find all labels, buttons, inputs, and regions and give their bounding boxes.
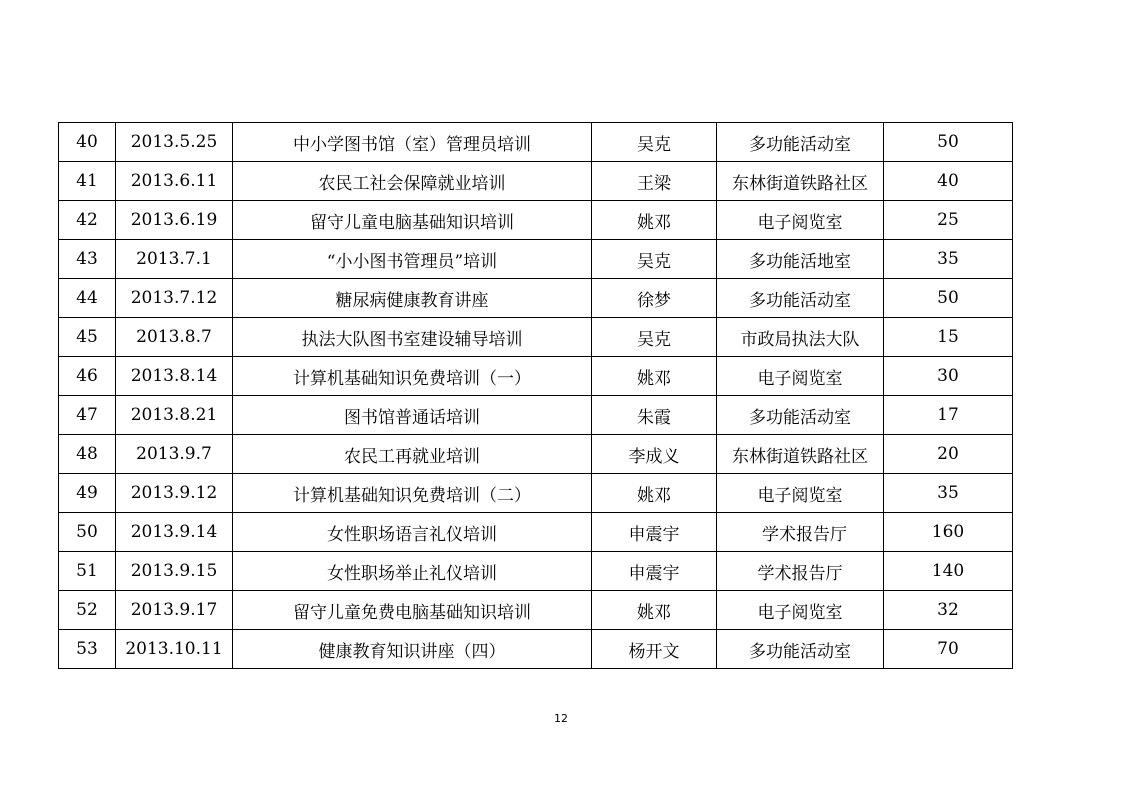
training-title-cell: 留守儿童免费电脑基础知识培训 — [233, 591, 592, 630]
row-number-cell: 53 — [59, 630, 116, 669]
date-cell: 2013.8.21 — [116, 396, 233, 435]
row-number-cell: 47 — [59, 396, 116, 435]
lecturer-cell: 姚邓 — [592, 474, 717, 513]
training-title-cell: 计算机基础知识免费培训（一） — [233, 357, 592, 396]
date-cell: 2013.5.25 — [116, 123, 233, 162]
venue-cell: 学术报告厅 — [717, 513, 884, 552]
venue-cell: 东林街道铁路社区 — [717, 162, 884, 201]
attendance-cell: 70 — [884, 630, 1013, 669]
venue-cell: 电子阅览室 — [717, 201, 884, 240]
lecturer-cell: 姚邓 — [592, 201, 717, 240]
attendance-cell: 15 — [884, 318, 1013, 357]
training-title-cell: 农民工社会保障就业培训 — [233, 162, 592, 201]
attendance-cell: 32 — [884, 591, 1013, 630]
attendance-cell: 30 — [884, 357, 1013, 396]
lecturer-cell: 李成义 — [592, 435, 717, 474]
table-row — [59, 201, 1013, 240]
table-row — [59, 162, 1013, 201]
date-cell: 2013.8.7 — [116, 318, 233, 357]
attendance-cell: 140 — [884, 552, 1013, 591]
training-title-cell: 健康教育知识讲座（四） — [233, 630, 592, 669]
attendance-cell: 40 — [884, 162, 1013, 201]
row-number-cell: 49 — [59, 474, 116, 513]
training-title-cell: 图书馆普通话培训 — [233, 396, 592, 435]
date-cell: 2013.10.11 — [116, 630, 233, 669]
table-row — [59, 630, 1013, 669]
training-title-cell: 农民工再就业培训 — [233, 435, 592, 474]
date-cell: 2013.9.17 — [116, 591, 233, 630]
date-cell: 2013.6.19 — [116, 201, 233, 240]
lecturer-cell: 王梁 — [592, 162, 717, 201]
venue-cell: 电子阅览室 — [717, 474, 884, 513]
venue-cell: 电子阅览室 — [717, 357, 884, 396]
training-title-cell: 糖尿病健康教育讲座 — [233, 279, 592, 318]
lecturer-cell: 徐梦 — [592, 279, 717, 318]
attendance-cell: 160 — [884, 513, 1013, 552]
table-row — [59, 123, 1013, 162]
row-number-cell: 41 — [59, 162, 116, 201]
venue-cell: 多功能活动室 — [717, 630, 884, 669]
row-number-cell: 50 — [59, 513, 116, 552]
training-table-body — [59, 123, 1013, 669]
venue-cell: 多功能活动室 — [717, 396, 884, 435]
table-row — [59, 474, 1013, 513]
row-number-cell: 42 — [59, 201, 116, 240]
row-number-cell: 46 — [59, 357, 116, 396]
table-row — [59, 318, 1013, 357]
venue-cell: 学术报告厅 — [717, 552, 884, 591]
training-title-cell: 计算机基础知识免费培训（二） — [233, 474, 592, 513]
page-number: 12 — [554, 712, 568, 725]
lecturer-cell: 姚邓 — [592, 591, 717, 630]
venue-cell: 多功能活地室 — [717, 240, 884, 279]
date-cell: 2013.7.12 — [116, 279, 233, 318]
lecturer-cell: 申震宇 — [592, 552, 717, 591]
lecturer-cell: 吴克 — [592, 123, 717, 162]
lecturer-cell: 杨开文 — [592, 630, 717, 669]
lecturer-cell: 朱霞 — [592, 396, 717, 435]
venue-cell: 多功能活动室 — [717, 123, 884, 162]
table-row — [59, 279, 1013, 318]
training-title-cell: 执法大队图书室建设辅导培训 — [233, 318, 592, 357]
table-row — [59, 240, 1013, 279]
attendance-cell: 17 — [884, 396, 1013, 435]
table-row — [59, 435, 1013, 474]
attendance-cell: 50 — [884, 279, 1013, 318]
attendance-cell: 20 — [884, 435, 1013, 474]
row-number-cell: 52 — [59, 591, 116, 630]
lecturer-cell: 吴克 — [592, 318, 717, 357]
date-cell: 2013.9.7 — [116, 435, 233, 474]
training-table — [58, 122, 1013, 669]
venue-cell: 市政局执法大队 — [717, 318, 884, 357]
lecturer-cell: 姚邓 — [592, 357, 717, 396]
table-row — [59, 513, 1013, 552]
venue-cell: 东林街道铁路社区 — [717, 435, 884, 474]
attendance-cell: 50 — [884, 123, 1013, 162]
training-title-cell: 留守儿童电脑基础知识培训 — [233, 201, 592, 240]
row-number-cell: 40 — [59, 123, 116, 162]
row-number-cell: 48 — [59, 435, 116, 474]
training-title-cell: 女性职场语言礼仪培训 — [233, 513, 592, 552]
venue-cell: 多功能活动室 — [717, 279, 884, 318]
date-cell: 2013.7.1 — [116, 240, 233, 279]
table-row — [59, 552, 1013, 591]
table-row — [59, 591, 1013, 630]
date-cell: 2013.9.14 — [116, 513, 233, 552]
date-cell: 2013.9.15 — [116, 552, 233, 591]
date-cell: 2013.9.12 — [116, 474, 233, 513]
attendance-cell: 35 — [884, 474, 1013, 513]
training-title-cell: 女性职场举止礼仪培训 — [233, 552, 592, 591]
date-cell: 2013.6.11 — [116, 162, 233, 201]
row-number-cell: 43 — [59, 240, 116, 279]
lecturer-cell: 申震宇 — [592, 513, 717, 552]
attendance-cell: 25 — [884, 201, 1013, 240]
venue-cell: 电子阅览室 — [717, 591, 884, 630]
table-row — [59, 357, 1013, 396]
row-number-cell: 44 — [59, 279, 116, 318]
row-number-cell: 45 — [59, 318, 116, 357]
table-row — [59, 396, 1013, 435]
training-title-cell: 中小学图书馆（室）管理员培训 — [233, 123, 592, 162]
training-title-cell: “小小图书管理员”培训 — [233, 240, 592, 279]
row-number-cell: 51 — [59, 552, 116, 591]
attendance-cell: 35 — [884, 240, 1013, 279]
lecturer-cell: 吴克 — [592, 240, 717, 279]
date-cell: 2013.8.14 — [116, 357, 233, 396]
